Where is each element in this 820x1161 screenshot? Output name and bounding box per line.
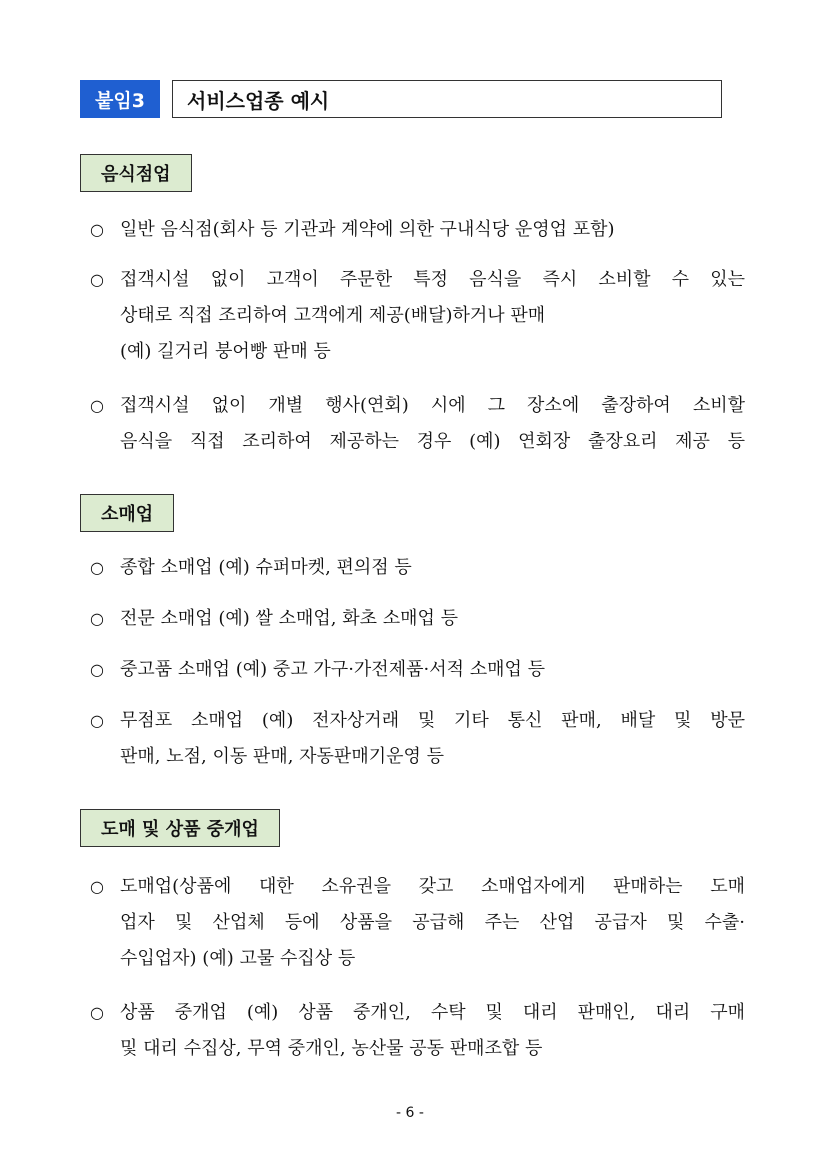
bullet-icon: ○ [90, 396, 104, 415]
list-item: ○ 접객시설 없이 고객이 주문한 특정 음식을 즉시 소비할 수 있는 상태로 직접 조리하여 고객에게 제공(배달)하거나 판매 (예) 길거리 붕어빵 판매 등 [90, 262, 745, 370]
list-item: ○ 접객시설 없이 개별 행사(연회) 시에 그 장소에 출장하여 소비할 음식을 직접 조리하여 제공하는 경우 (예) 연회장 출장요리 제공 등 [90, 388, 745, 460]
list-item: ○ 무점포 소매업 (예) 전자상거래 및 기타 통신 판매, 배달 및 방문 판매, 노점, 이동 판매, 자동판매기운영 등 [90, 703, 745, 775]
section-heading-wholesale: 도매 및 상품 중개업 [80, 809, 280, 847]
section-heading-retail: 소매업 [80, 494, 174, 532]
bullet-icon: ○ [90, 220, 104, 239]
list-item: ○ 상품 중개업 (예) 상품 중개인, 수탁 및 대리 판매인, 대리 구매 및 대리 수집상, 무역 중개인, 농산물 공동 판매조합 등 [90, 995, 745, 1067]
bullet-icon: ○ [90, 660, 104, 679]
bullet-icon: ○ [90, 877, 104, 896]
bullet-icon: ○ [90, 1003, 104, 1022]
bullet-icon: ○ [90, 711, 104, 730]
bullet-icon: ○ [90, 558, 104, 577]
section-heading-food: 음식점업 [80, 154, 192, 192]
page-number: - 6 - [396, 1105, 424, 1121]
page-header [80, 80, 722, 118]
list-item: ○ 일반 음식점(회사 등 기관과 계약에 의한 구내식당 운영업 포함) [90, 212, 745, 248]
list-item: ○ 중고품 소매업 (예) 중고 가구·가전제품·서적 소매업 등 [90, 652, 745, 688]
bullet-icon: ○ [90, 609, 104, 628]
attachment-tag: 붙임3 [80, 80, 160, 118]
list-item: ○ 전문 소매업 (예) 쌀 소매업, 화초 소매업 등 [90, 601, 745, 637]
page-title: 서비스업종 예시 [172, 80, 722, 118]
list-item: ○ 도매업(상품에 대한 소유권을 갖고 소매업자에게 판매하는 도매 업자 및 산업체 등에 상품을 공급해 주는 산업 공급자 및 수출· 수입업자) (예) 고물 수집상 등 [90, 869, 745, 977]
bullet-icon: ○ [90, 270, 104, 289]
list-item: ○ 종합 소매업 (예) 슈퍼마켓, 편의점 등 [90, 550, 745, 586]
